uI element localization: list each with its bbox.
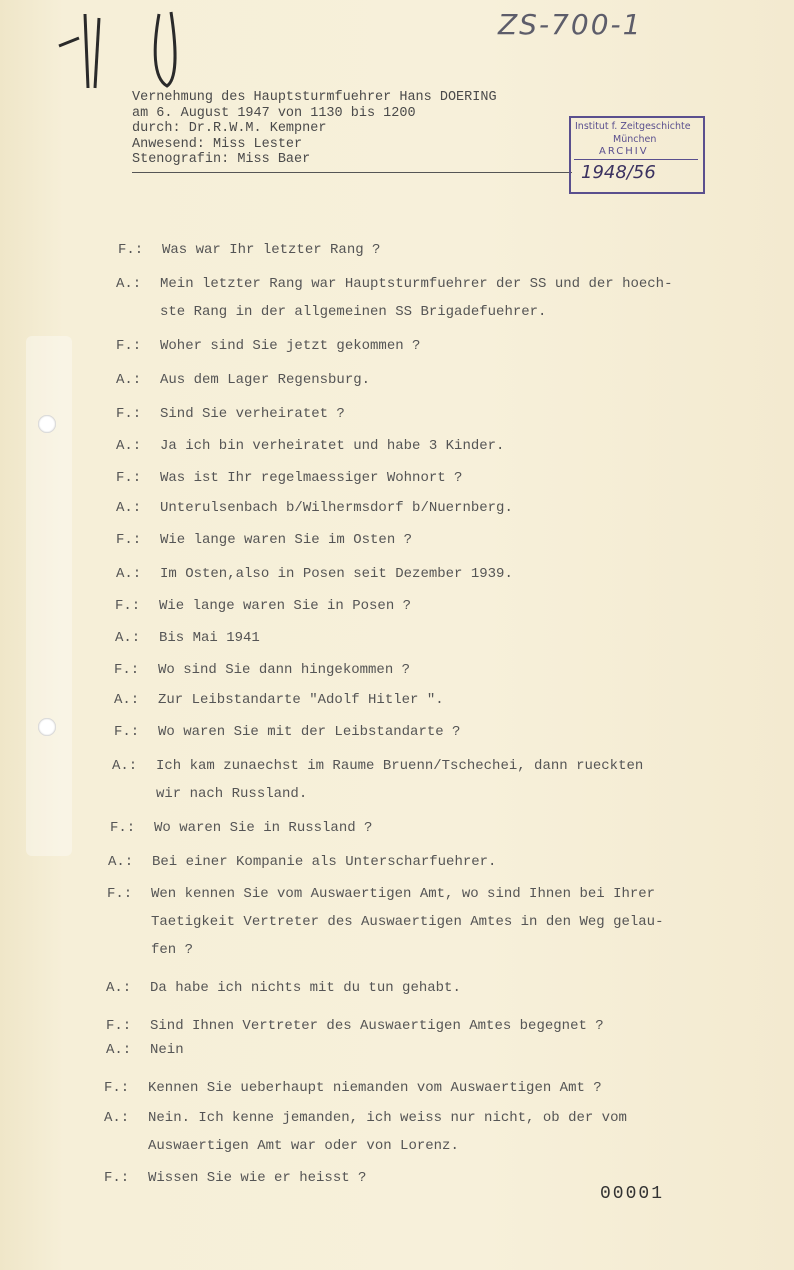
answer-entry (106, 1042, 184, 1058)
speaker-label: F.: (114, 662, 140, 678)
speaker-label: A.: (106, 980, 132, 996)
header-line: Vernehmung des Hauptsturmfuehrer Hans DOERING (132, 90, 497, 105)
dialogue-text-line: Wo sind Sie dann hingekommen ? (158, 662, 411, 678)
speaker-label: A.: (116, 500, 142, 516)
dialogue-text-line: Sind Ihnen Vertreter des Auswaertigen Amtes begegnet ? (150, 1018, 604, 1034)
dialogue-text-line: Bis Mai 1941 (159, 630, 260, 646)
speaker-label: A.: (116, 438, 142, 454)
dialogue-text-line: Sind Sie verheiratet ? (160, 406, 345, 422)
dialogue-text-line: Unterulsenbach b/Wilhermsdorf b/Nuernberg. (160, 500, 513, 516)
answer-entry (116, 566, 513, 582)
dialogue-text-line: Ich kam zunaechst im Raume Bruenn/Tschechei, dann rueckten (156, 758, 644, 774)
question-entry (107, 886, 664, 958)
speaker-label: F.: (104, 1080, 130, 1096)
answer-entry (106, 980, 461, 996)
answer-entry (114, 692, 444, 708)
speaker-label: A.: (116, 276, 142, 292)
speaker-label: F.: (118, 242, 144, 258)
dialogue-text-line: Wo waren Sie in Russland ? (154, 820, 373, 836)
question-entry (116, 532, 412, 548)
stamp-number: 1948/56 (581, 162, 656, 183)
answer-entry (116, 372, 370, 388)
dialogue-text-line: ste Rang in der allgemeinen SS Brigadefuehrer. (160, 304, 547, 320)
answer-entry (108, 854, 496, 870)
question-entry (104, 1080, 602, 1096)
dialogue-text-line: Was ist Ihr regelmaessiger Wohnort ? (160, 470, 463, 486)
header-line: Stenografin: Miss Baer (132, 152, 311, 167)
reference-number: ZS-700-1 (498, 8, 643, 41)
dialogue-text-line: Bei einer Kompanie als Unterscharfuehrer. (152, 854, 497, 870)
dialogue-text-line: Mein letzter Rang war Hauptsturmfuehrer der SS und der hoech- (160, 276, 673, 292)
answer-entry (115, 630, 260, 646)
dialogue-text-line: Nein. Ich kenne jemanden, ich weiss nur nicht, ob der vom (148, 1110, 627, 1126)
dialogue-text-line: fen ? (151, 942, 194, 958)
speaker-label: F.: (115, 598, 141, 614)
dialogue-text-line: Im Osten,also in Posen seit Dezember 1939. (160, 566, 513, 582)
header-line: Anwesend: Miss Lester (132, 136, 303, 152)
dialogue-text-line: wir nach Russland. (156, 786, 308, 802)
speaker-label: F.: (110, 820, 136, 836)
speaker-label: F.: (114, 724, 140, 740)
header-line: durch: Dr.R.W.M. Kempner (132, 121, 327, 136)
question-entry (114, 724, 460, 740)
dialogue-text-line: Woher sind Sie jetzt gekommen ? (160, 338, 421, 354)
answer-entry (116, 500, 513, 516)
dialogue-text-line: Nein (150, 1042, 184, 1058)
dialogue-text-line: Wen kennen Sie vom Auswaertigen Amt, wo sind Ihnen bei Ihrer (151, 886, 656, 902)
question-entry (116, 338, 420, 354)
speaker-label: A.: (116, 372, 142, 388)
speaker-label: F.: (116, 532, 142, 548)
answer-entry (104, 1110, 627, 1154)
question-entry (115, 598, 411, 614)
dialogue-text-line: Kennen Sie ueberhaupt niemanden vom Auswaertigen Amt ? (148, 1080, 602, 1096)
dialogue-text-line: Da habe ich nichts mit du tun gehabt. (150, 980, 461, 996)
question-entry (104, 1170, 366, 1186)
dialogue-text-line: Aus dem Lager Regensburg. (160, 372, 371, 388)
dialogue-text-line: Zur Leibstandarte "Adolf Hitler ". (158, 692, 444, 708)
question-entry (116, 470, 462, 486)
stamp-city: München (613, 134, 657, 145)
speaker-label: A.: (114, 692, 140, 708)
speaker-label: A.: (106, 1042, 132, 1058)
question-entry (118, 242, 380, 258)
header-line: am 6. August 1947 von 1130 bis 1200 (132, 105, 416, 121)
speaker-label: A.: (108, 854, 134, 870)
speaker-label: F.: (116, 406, 142, 422)
dialogue-text-line: Taetigkeit Vertreter des Auswaertigen Amtes in den Weg gelau- (151, 914, 664, 930)
speaker-label: A.: (116, 566, 142, 582)
page-number: 00001 (600, 1184, 665, 1204)
speaker-label: F.: (106, 1018, 132, 1034)
question-entry (116, 406, 345, 422)
dialogue-text-line: Wissen Sie wie er heisst ? (148, 1170, 367, 1186)
question-entry (106, 1018, 604, 1034)
dialogue-text-line: Wie lange waren Sie im Osten ? (160, 532, 413, 548)
stamp-archive: ARCHIV (599, 146, 649, 157)
question-entry (114, 662, 410, 678)
answer-entry (116, 438, 504, 454)
speaker-label: A.: (115, 630, 141, 646)
speaker-label: A.: (104, 1110, 130, 1126)
question-entry (110, 820, 372, 836)
speaker-label: F.: (116, 338, 142, 354)
dialogue-text-line: Ja ich bin verheiratet und habe 3 Kinder. (160, 438, 505, 454)
speaker-label: F.: (116, 470, 142, 486)
speaker-label: F.: (107, 886, 133, 902)
speaker-label: A.: (112, 758, 138, 774)
stamp-institute: Institut f. Zeitgeschichte (575, 121, 691, 132)
answer-entry (116, 276, 673, 320)
dialogue-text-line: Wie lange waren Sie in Posen ? (159, 598, 412, 614)
dialogue-text-line: Auswaertigen Amt war oder von Lorenz. (148, 1138, 459, 1154)
dialogue-text-line: Was war Ihr letzter Rang ? (162, 242, 381, 258)
dialogue-text-line: Wo waren Sie mit der Leibstandarte ? (158, 724, 461, 740)
answer-entry (112, 758, 644, 802)
speaker-label: F.: (104, 1170, 130, 1186)
